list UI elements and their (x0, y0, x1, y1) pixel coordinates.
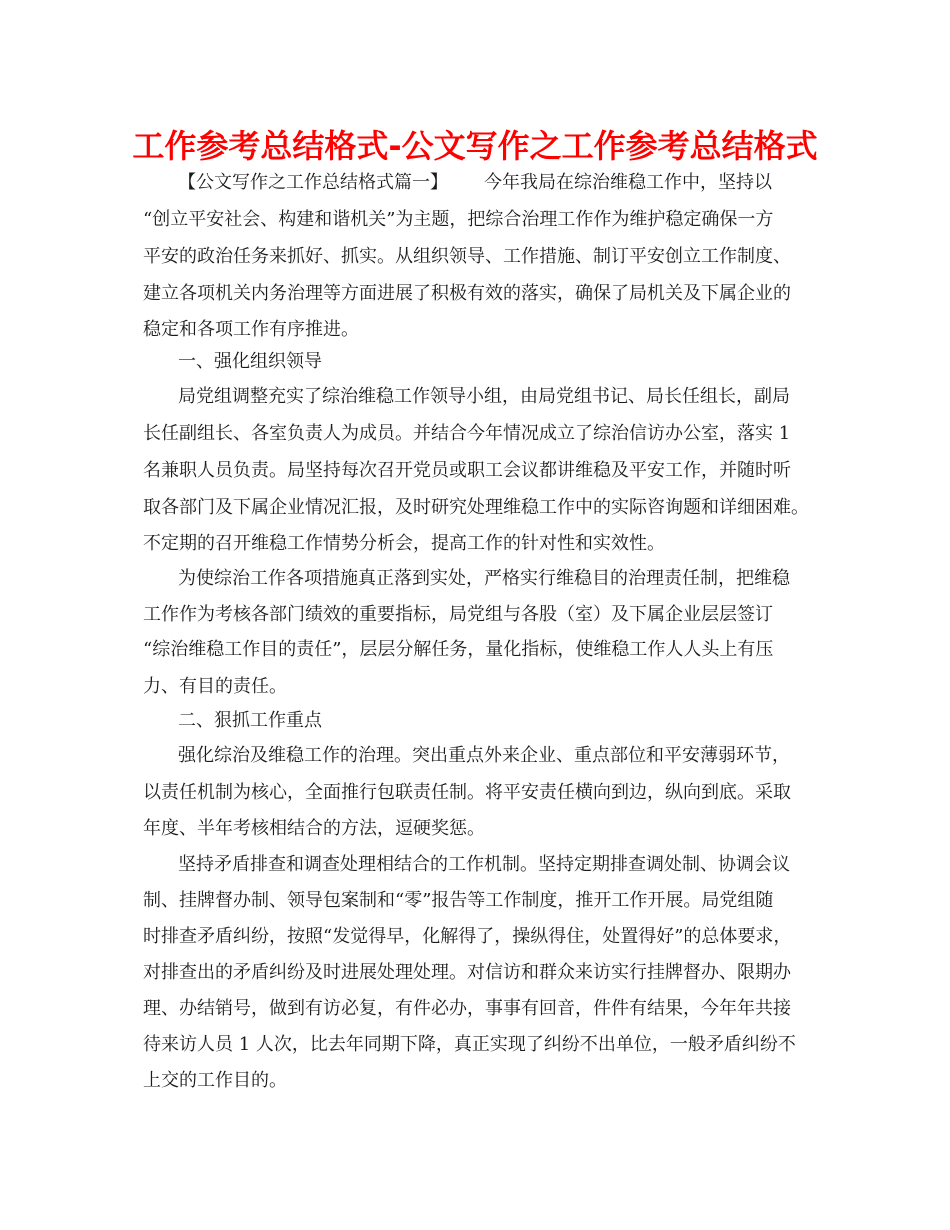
text-line: “综治维稳工作目的责任”，层层分解任务，量化指标，使维稳工作人人头上有压 (143, 639, 774, 660)
text-line: 年度、半年考核相结合的方法，逗硬奖惩。 (143, 818, 485, 839)
section-heading: 一、强化组织领导 (178, 351, 322, 372)
text-line: 制、挂牌督办制、领导包案制和“零”报告等工作制度，推开工作开展。局党组随 (143, 890, 774, 911)
text-line: 工作作为考核各部门绩效的重要指标，局党组与各股（室）及下属企业层层签订 (143, 604, 773, 625)
intro-label: 【公文写作之工作总结格式篇一】 (178, 172, 448, 193)
text-line: 强化综治及维稳工作的治理。突出重点外来企业、重点部位和平安薄弱环节， (178, 745, 790, 766)
text-line: 对排查出的矛盾纠纷及时进展处理处理。对信访和群众来访实行挂牌督办、限期办 (143, 962, 791, 983)
text-line: 名兼职人员负责。局坚持每次召开党员或职工会议都讲维稳及平安工作，并随时听 (143, 460, 791, 481)
text-line: 待来访人员 1 人次，比去年同期下降，真正实现了纠纷不出单位，一般矛盾纠纷不 (143, 1034, 796, 1055)
text-line: 时排查矛盾纠纷，按照“发觉得早，化解得了，操纵得住，处置得好”的总体要求， (143, 926, 792, 947)
text-line: 不定期的召开维稳工作情势分析会，提高工作的针对性和实效性。 (143, 533, 665, 554)
text-line: 坚持矛盾排查和调查处理相结合的工作机制。坚持定期排查调处制、协调会议 (178, 854, 790, 875)
intro-line (178, 166, 823, 200)
text-line: 力、有目的责任。 (143, 676, 287, 697)
intro-text: 今年我局在综治维稳工作中，坚持以 (484, 172, 772, 193)
text-line: 长任副组长、各室负责人为成员。并结合今年情况成立了综治信访办公室，落实 1 (143, 423, 791, 444)
text-line: 以责任机制为核心，全面推行包联责任制。将平安责任横向到边，纵向到底。采取 (143, 782, 791, 803)
text-line: 理、办结销号，做到有访必复，有件必办，事事有回音，件件有结果，今年年共接 (143, 998, 791, 1019)
text-line: 建立各项机关内务治理等方面进展了积极有效的落实，确保了局机关及下属企业的 (143, 283, 791, 304)
text-line: 上交的工作目的。 (143, 1070, 287, 1091)
text-line: 局党组调整充实了综治维稳工作领导小组，由局党组书记、局长任组长，副局 (178, 386, 790, 407)
text-line: 稳定和各项工作有序推进。 (143, 319, 359, 340)
document-title: 工作参考总结格式-公文写作之工作参考总结格式 (132, 127, 818, 165)
text-line: 取各部门及下属企业情况汇报，及时研究处理维稳工作中的实际咨询题和详细困难。 (143, 497, 809, 518)
text-line: 平安的政治任务来抓好、抓实。从组织领导、工作措施、制订平安创立工作制度、 (143, 246, 791, 267)
text-line: 为使综治工作各项措施真正落到实处，严格实行维稳目的治理责任制，把维稳 (178, 568, 790, 589)
text-line: “创立平安社会、构建和谐机关”为主题，把综合治理工作作为维护稳定确保一方 (143, 209, 774, 230)
section-heading: 二、狠抓工作重点 (178, 710, 322, 731)
